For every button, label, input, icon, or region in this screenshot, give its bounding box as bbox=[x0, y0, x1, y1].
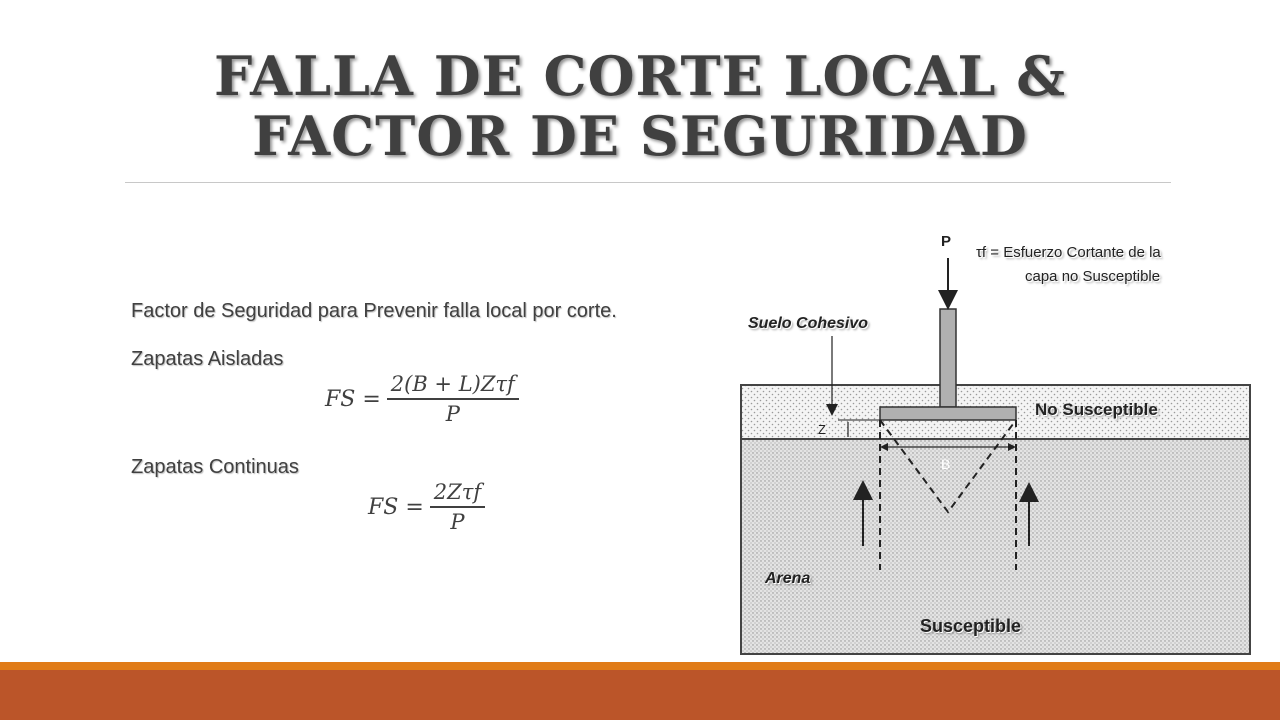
z-label: Z bbox=[818, 422, 826, 437]
slide-title-line-2: FACTOR DE SEGURIDAD bbox=[252, 104, 1028, 168]
formula-continuous-lhs: FS = bbox=[368, 494, 424, 520]
formula-isolated-denominator: P bbox=[445, 402, 460, 426]
susceptible-label: Susceptible bbox=[920, 616, 1022, 636]
formula-isolated-lhs: FS = bbox=[325, 386, 381, 412]
tau-definition-line-1: τf = Esfuerzo Cortante de la bbox=[976, 244, 1161, 261]
intro-text: Factor de Seguridad para Prevenir falla local por corte. bbox=[131, 300, 617, 322]
isolated-footings-heading: Zapatas Aisladas bbox=[131, 348, 284, 370]
formula-continuous-numerator: 2Zτf bbox=[433, 480, 482, 504]
continuous-footings-heading: Zapatas Continuas bbox=[131, 456, 299, 478]
b-label: B bbox=[941, 456, 951, 472]
tau-definition-line-2: capa no Susceptible bbox=[1025, 268, 1161, 285]
footing-column bbox=[940, 309, 956, 407]
slide-title-line-1: FALLA DE CORTE LOCAL & bbox=[214, 44, 1066, 108]
formula-isolated-numerator: 2(B + L)Zτf bbox=[390, 372, 515, 396]
formula-continuous-denominator: P bbox=[450, 510, 465, 534]
footer-band bbox=[0, 670, 1280, 720]
cohesive-soil-label: Suelo Cohesivo bbox=[748, 315, 869, 332]
sand-label: Arena bbox=[765, 570, 811, 587]
footing-base bbox=[880, 407, 1016, 420]
non-susceptible-label: No Susceptible bbox=[1035, 400, 1158, 419]
footer-accent-line bbox=[0, 662, 1280, 670]
load-label: P bbox=[941, 233, 952, 250]
